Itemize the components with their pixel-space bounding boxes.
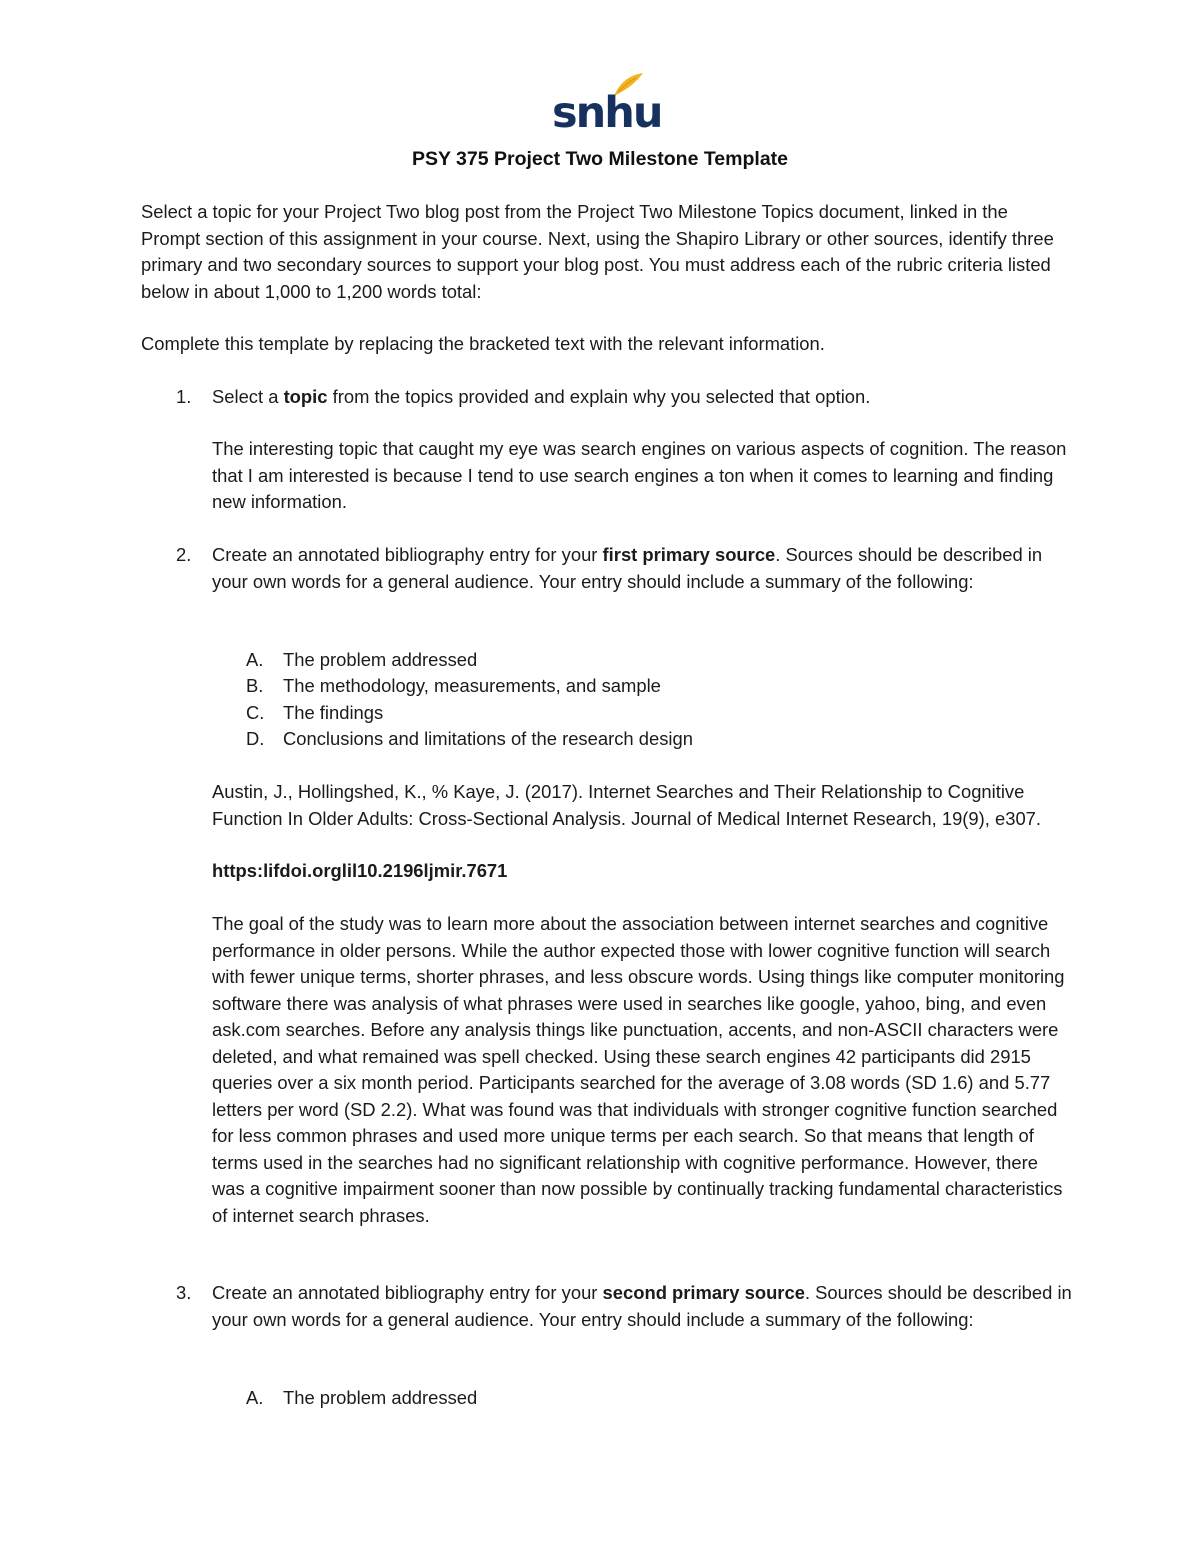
subitem-text: The problem addressed <box>283 1387 478 1408</box>
item3-prompt: Create an annotated bibliography entry for your second primary source. Sources should be described in your own words for a general audience. Your entry should include a summary of the following: <box>212 1282 1072 1330</box>
subitem-letter: D. <box>246 728 265 749</box>
item-number: 3. <box>176 1282 192 1303</box>
item2-prompt: Create an annotated bibliography entry for your first primary source. Sources should be described in your own words for a general audience. Your entry should include a summary of the following: <box>212 544 1043 592</box>
intro-paragraph: Select a topic for your Project Two blog post from the Project Two Milestone Topics document, linked in the Prompt section of this assignment in your course. Next, using the Shapiro Library or other sources, identify three primary and two secondary sources to support your blog post. You must address each of the rubric criteria listed below in about 1,000 to 1,200 words total: <box>141 201 1054 302</box>
subitem-letter: A. <box>246 649 264 670</box>
source-summary: The goal of the study was to learn more about the association between internet searches and cognitive performance in older persons. While the author expected those with lower cognitive function will search with fewer unique terms, shorter phrases, and less obscure words. Using things like computer monitoring software there was analysis of what phrases were used in searches like google, yahoo, bing, and even ask.com searches. Before any analysis things like punctuation, accents, and non-ASCII characters were deleted, and what remained was spell checked. Using these search engines 42 participants did 2915 queries over a six month period. Participants searched for the average of 3.08 words (SD 1.6) and 5.77 letters per word (SD 2.2). What was found was that individuals with stronger cognitive function searched for less common phrases and used more unique terms per each search. So that means that length of terms used in the searches had no significant relationship with cognitive performance. However, there was a cognitive impairment sooner than now possible by continually tracking fundamental characteristics of internet search phrases. <box>212 913 1065 1226</box>
logo-wordmark: snhu <box>552 88 662 138</box>
item1-answer: The interesting topic that caught my eye was search engines on various aspects of cognition. The reason that I am interested is because I tend to use search engines a ton when it comes to learning and finding new information. <box>212 438 1067 512</box>
intro-instruction: Complete this template by replacing the bracketed text with the relevant information. <box>141 333 825 354</box>
snhu-logo <box>552 72 662 138</box>
item1-prompt: Select a topic from the topics provided and explain why you selected that option. <box>212 386 871 407</box>
item-number: 1. <box>176 386 192 407</box>
item-number: 2. <box>176 544 192 565</box>
page-title: PSY 375 Project Two Milestone Template <box>411 148 789 170</box>
subitem-letter: C. <box>246 702 265 723</box>
subitem-text: The problem addressed <box>283 649 478 670</box>
subitem-text: Conclusions and limitations of the research design <box>283 728 693 749</box>
subitem-letter: B. <box>246 675 264 696</box>
citation: Austin, J., Hollingshed, K., % Kaye, J. (2017). Internet Searches and Their Relationship to Cognitive Function In Older Adults: Cross-Sectional Analysis. Journal of Medical Internet Research, 19(9), e307. <box>212 781 1042 829</box>
subitem-letter: A. <box>246 1387 264 1408</box>
citation-link[interactable]: https:lifdoi.orglil10.2196ljmir.7671 <box>212 860 508 881</box>
subitem-text: The findings <box>283 702 384 723</box>
subitem-text: The methodology, measurements, and sample <box>283 675 661 696</box>
